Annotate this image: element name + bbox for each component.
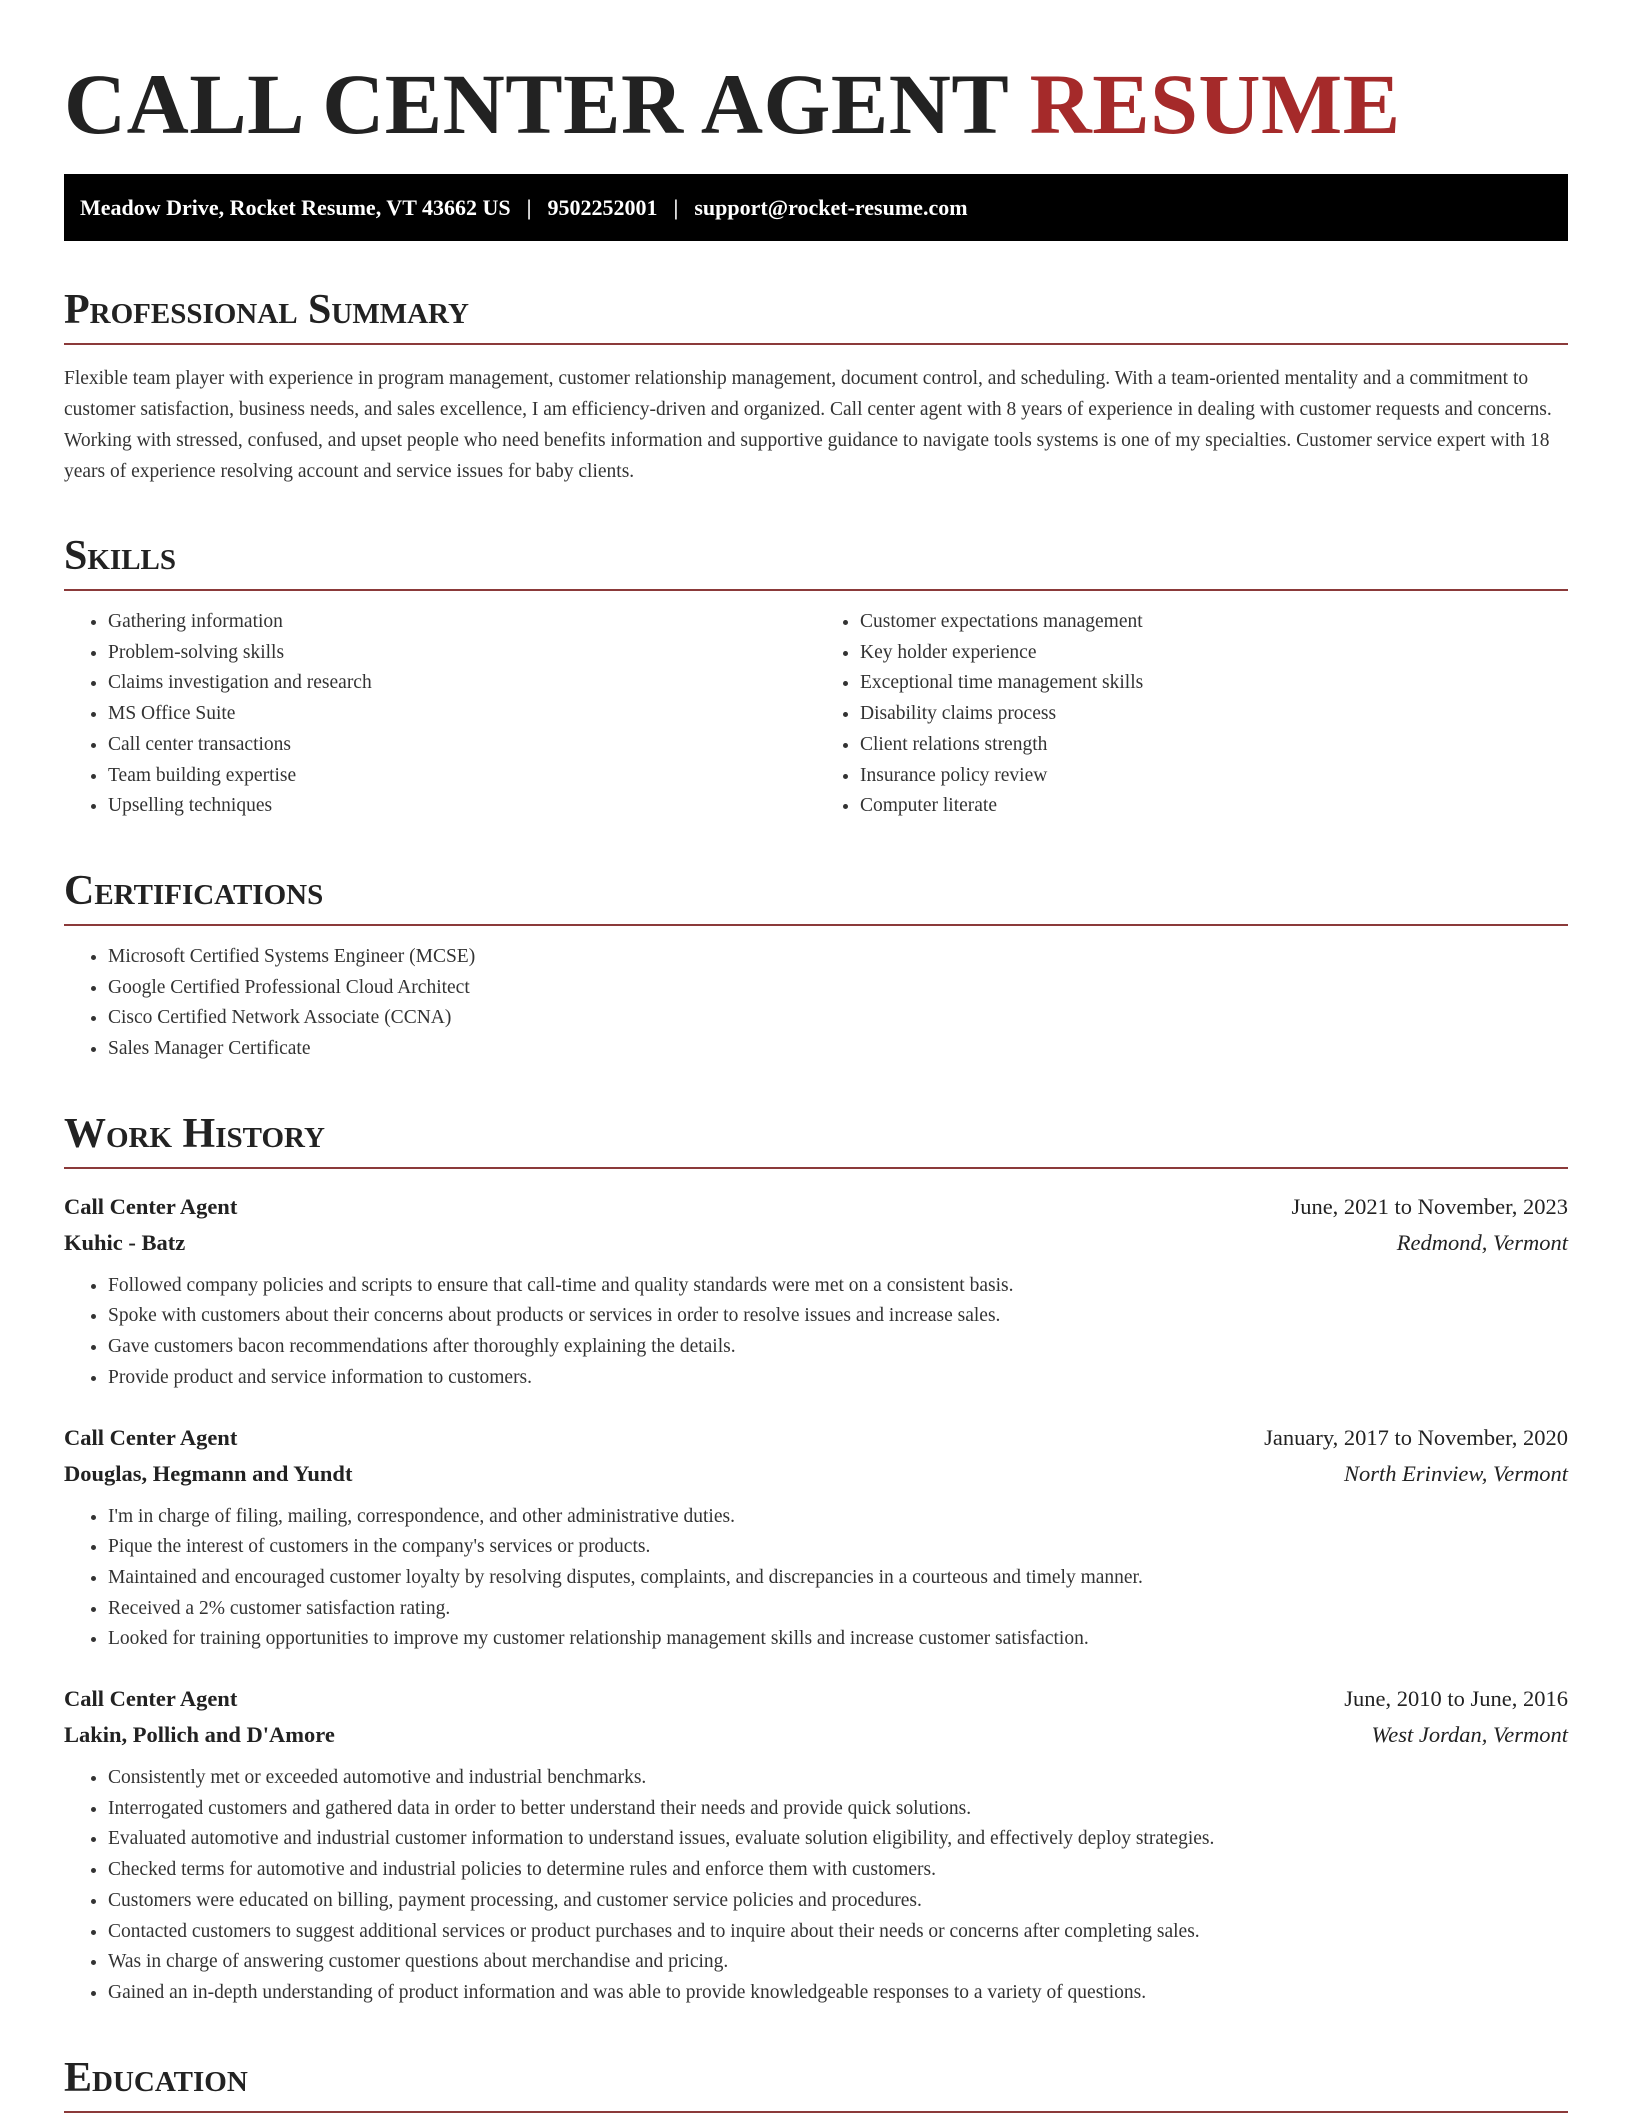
job-duty: • Maintained and encouraged customer loyalty by resolving disputes, complaints, and discrepancies in a courteous and timely manner. <box>108 1563 1568 1594</box>
job-duties-list <box>64 1271 1568 1394</box>
job-location: North Erinview, Vermont <box>1344 1460 1568 1486</box>
contact-address: Meadow Drive, Rocket Resume, VT 43662 US <box>80 194 511 220</box>
job-duty: • Looked for training opportunities to improve my customer relationship management skills and increase customer satisfaction. <box>108 1624 1568 1655</box>
certification-item: • Microsoft Certified Systems Engineer (MCSE) <box>108 942 1568 973</box>
job-location: Redmond, Vermont <box>1396 1229 1568 1255</box>
contact-separator: | <box>673 194 679 220</box>
education-heading: Education <box>64 2053 1568 2113</box>
skills-list-right <box>816 607 1568 822</box>
job-entry <box>64 1420 1568 1656</box>
skill-item: • Gathering information <box>108 607 816 638</box>
contact-phone: 9502252001 <box>547 194 658 220</box>
job-duty: • Gained an in-depth understanding of product information and was able to provide knowledgeable responses to a variety of questions. <box>108 1978 1568 2009</box>
skill-item: • Problem-solving skills <box>108 638 816 669</box>
title-main: CALL CENTER AGENT <box>64 56 1030 152</box>
contact-separator: | <box>526 194 532 220</box>
skill-item: • MS Office Suite <box>108 699 816 730</box>
job-duty: • Provide product and service information to customers. <box>108 1363 1568 1394</box>
skill-item: • Key holder experience <box>860 638 1568 669</box>
job-duty: • Interrogated customers and gathered data in order to better understand their needs and provide quick solutions. <box>108 1794 1568 1825</box>
skills-list-left <box>64 607 816 822</box>
job-duty: • I'm in charge of filing, mailing, correspondence, and other administrative duties. <box>108 1502 1568 1533</box>
skills-heading: Skills <box>64 531 1568 591</box>
job-entry <box>64 1189 1568 1394</box>
work-history-heading: Work History <box>64 1109 1568 1169</box>
summary-section <box>64 285 1568 487</box>
certification-item: • Google Certified Professional Cloud Architect <box>108 973 1568 1004</box>
job-duty: • Customers were educated on billing, payment processing, and customer service policies and procedures. <box>108 1886 1568 1917</box>
summary-text: Flexible team player with experience in program management, customer relationship management, document control, and scheduling. With a team-oriented mentality and a commitment to customer satisfaction, business needs, and sales excellence, I am efficiency-driven and organized. Call center agent with 8 years of experience in dealing with customer requests and concerns. Working with stressed, confused, and upset people who need benefits information and supportive guidance to navigate tools systems is one of my specialties. Customer service expert with 18 years of experience resolving account and service issues for baby clients. <box>64 368 1552 482</box>
job-dates: June, 2021 to November, 2023 <box>1291 1193 1568 1219</box>
certifications-list <box>64 942 1568 1065</box>
contact-email: support@rocket-resume.com <box>694 194 968 220</box>
skill-item: • Disability claims process <box>860 699 1568 730</box>
skill-item: • Call center transactions <box>108 730 816 761</box>
job-company-row <box>64 1456 1568 1492</box>
job-title: Call Center Agent <box>64 1424 238 1450</box>
page-title <box>64 54 1568 154</box>
work-history-section <box>64 1109 1568 2009</box>
job-duty: • Contacted customers to suggest additional services or product purchases and to inquire about their needs or concerns after completing sales. <box>108 1917 1568 1948</box>
job-duty: • Followed company policies and scripts to ensure that call-time and quality standards were met on a consistent basis. <box>108 1271 1568 1302</box>
skill-item: • Client relations strength <box>860 730 1568 761</box>
skill-item: • Computer literate <box>860 791 1568 822</box>
job-header-row <box>64 1681 1568 1717</box>
job-company-row <box>64 1717 1568 1753</box>
job-company-row <box>64 1225 1568 1261</box>
job-duty: • Evaluated automotive and industrial customer information to understand issues, evaluate solution eligibility, and effectively deploy strategies. <box>108 1824 1568 1855</box>
job-header-row <box>64 1189 1568 1225</box>
education-section <box>64 2053 1568 2113</box>
skill-item: • Claims investigation and research <box>108 668 816 699</box>
job-duty: • Gave customers bacon recommendations after thoroughly explaining the details. <box>108 1332 1568 1363</box>
job-dates: June, 2010 to June, 2016 <box>1344 1686 1568 1712</box>
skill-item: • Exceptional time management skills <box>860 668 1568 699</box>
job-title: Call Center Agent <box>64 1193 238 1219</box>
skill-item: • Insurance policy review <box>860 761 1568 792</box>
job-duty: • Spoke with customers about their concerns about products or services in order to resolve issues and increase sales. <box>108 1301 1568 1332</box>
contact-bar <box>64 174 1568 241</box>
job-company: Lakin, Pollich and D'Amore <box>64 1722 335 1748</box>
job-duty: • Received a 2% customer satisfaction rating. <box>108 1594 1568 1625</box>
job-location: West Jordan, Vermont <box>1371 1722 1568 1748</box>
skill-item: • Upselling techniques <box>108 791 816 822</box>
certification-item: • Cisco Certified Network Associate (CCNA) <box>108 1003 1568 1034</box>
job-duty: • Was in charge of answering customer questions about merchandise and pricing. <box>108 1947 1568 1978</box>
job-duty: • Pique the interest of customers in the company's services or products. <box>108 1532 1568 1563</box>
job-company: Douglas, Hegmann and Yundt <box>64 1460 353 1486</box>
resume-page <box>64 0 1568 2113</box>
certifications-heading: Certifications <box>64 866 1568 926</box>
skills-section <box>64 531 1568 822</box>
title-accent: RESUME <box>1029 56 1401 152</box>
job-title: Call Center Agent <box>64 1686 238 1712</box>
job-duties-list <box>64 1502 1568 1656</box>
summary-heading: Professional Summary <box>64 285 1568 345</box>
certification-item: • Sales Manager Certificate <box>108 1034 1568 1065</box>
skill-item: • Customer expectations management <box>860 607 1568 638</box>
job-company: Kuhic - Batz <box>64 1229 186 1255</box>
skill-item: • Team building expertise <box>108 761 816 792</box>
job-dates: January, 2017 to November, 2020 <box>1264 1424 1568 1450</box>
certifications-section <box>64 866 1568 1065</box>
job-header-row <box>64 1420 1568 1456</box>
skills-grid <box>64 607 1568 822</box>
job-duties-list <box>64 1763 1568 2009</box>
job-duty: • Consistently met or exceeded automotive and industrial benchmarks. <box>108 1763 1568 1794</box>
job-duty: • Checked terms for automotive and industrial policies to determine rules and enforce them with customers. <box>108 1855 1568 1886</box>
job-entry <box>64 1681 1568 2009</box>
